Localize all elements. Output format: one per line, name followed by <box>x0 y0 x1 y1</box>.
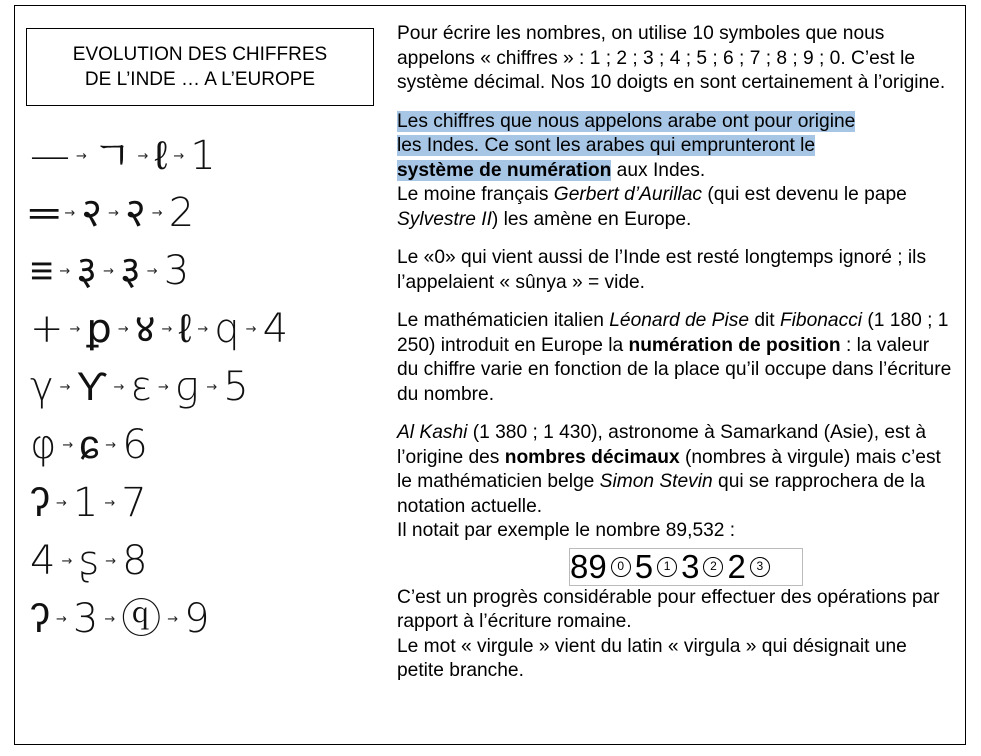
stevin-circle-1: 1 <box>657 557 677 577</box>
evolution-row <box>30 473 147 533</box>
text-astronome: (1 380 ; 1 430), astronome à Samarkand (Asie), est à l’origine des <box>397 422 926 468</box>
text-column <box>397 22 953 684</box>
arrow-icon: → <box>158 379 169 395</box>
evolution-row <box>30 589 210 649</box>
text-aux-indes: aux Indes. <box>611 159 706 181</box>
paragraph-6b: Le mot « virgule » vient du latin « virgula » qui désignait une petite branche. <box>397 635 907 681</box>
arrow-icon: → <box>103 263 114 279</box>
paragraph-1: Pour écrire les nombres, on utilise 10 symboles que nous appelons « chiffres » : 1 ; 2 ; 3 ; 4 ; 5 ; 6 ; 7 ; 8 ; 9 ; 0. C’est le système décimal. Nos 10 doigts en sont certainement à l’origine. <box>397 23 946 93</box>
arrow-icon: → <box>206 379 218 395</box>
digit-glyph: ३ <box>119 248 141 294</box>
digit-glyph: 4 <box>262 306 289 352</box>
stevin-5: 5 <box>634 547 654 585</box>
digit-glyph: ३ <box>76 248 98 294</box>
arrow-icon: → <box>104 495 116 511</box>
digit-glyph: ʔ <box>30 480 50 526</box>
text-exemple: Il notait par exemple le nombre 89,532 : <box>397 520 736 541</box>
text-devenu: (qui est devenu le pape <box>702 184 907 205</box>
digit-glyph: 1 <box>72 480 99 526</box>
evolution-row <box>30 241 189 301</box>
arrow-icon: → <box>76 148 87 164</box>
name-simon-stevin: Simon Stevin <box>599 471 713 492</box>
digit-glyph: ㄱ <box>92 133 132 179</box>
title-box <box>26 28 374 106</box>
name-gerbert: Gerbert d’Aurillac <box>553 184 703 205</box>
digit-glyph: 3 <box>163 248 190 294</box>
stevin-3: 3 <box>681 547 700 585</box>
text-virgule: (nombres à virgule) mais c’est le mathématicien belge <box>397 446 941 492</box>
arrow-icon: → <box>197 321 209 337</box>
digit-glyph: ⓠ <box>121 596 162 642</box>
digit-glyph: φ <box>30 422 57 468</box>
title-line-2: DE L’INDE … A L’EUROPE <box>84 69 316 90</box>
arrow-icon: → <box>161 321 173 337</box>
digit-glyph: γ <box>30 364 54 410</box>
digit-glyph: ɡ <box>174 364 201 410</box>
arrow-icon: → <box>113 379 125 395</box>
arrow-icon: → <box>105 437 117 453</box>
digit-glyph: ℓ <box>154 133 168 179</box>
paragraph-2 <box>397 110 953 233</box>
text-dit: dit <box>749 310 780 331</box>
digit-glyph: ʔ <box>30 596 50 642</box>
digit-glyph: ℓ <box>178 306 192 352</box>
arrow-icon: → <box>59 263 71 279</box>
digit-glyph: — <box>30 133 70 179</box>
text-amene: ) les amène en Europe. <box>491 208 692 230</box>
stevin-2: 2 <box>727 547 746 585</box>
arrow-icon: → <box>69 321 81 337</box>
name-fibonacci: Fibonacci <box>779 310 863 331</box>
paragraph-5 <box>397 421 953 544</box>
digit-glyph: 4 <box>30 538 56 584</box>
digit-glyph: ϒ <box>76 364 108 410</box>
arrow-icon: → <box>105 553 117 569</box>
paragraph-4 <box>397 309 953 407</box>
digit-glyph: ═ <box>30 190 59 236</box>
text-rapprochera: qui se rapprochera de la notation actuelle. <box>397 471 925 517</box>
digit-glyph: 3 <box>72 596 99 642</box>
paragraph-3: Le «0» qui vient aussi de l’Inde est resté longtemps ignoré ; ils l’appelaient « sûnya » = vide. <box>397 247 927 293</box>
text-moine: Le moine français <box>397 184 554 205</box>
digit-glyph: 1 <box>190 133 216 179</box>
digit-glyph: ४ <box>134 306 156 352</box>
arrow-icon: → <box>62 437 74 453</box>
highlight-1: Les chiffres que nous appelons arabe ont pour origine <box>397 110 856 132</box>
digit-glyph: ꝑ <box>86 306 112 352</box>
name-sylvestre: Sylvestre II <box>397 208 492 230</box>
arrow-icon: → <box>146 263 158 279</box>
digit-glyph: q <box>214 306 240 352</box>
stevin-89: 89 <box>570 547 607 585</box>
stevin-notation <box>569 548 803 586</box>
digit-glyph: ≡ <box>30 248 54 294</box>
bold-nombres-decimaux: nombres décimaux <box>504 446 680 468</box>
evolution-row <box>30 357 249 417</box>
evolution-row <box>30 299 288 359</box>
stevin-circle-3: 3 <box>750 557 770 577</box>
text-introduit: (1 180 ; 1 250) introduit en Europe la <box>397 310 949 356</box>
evolution-row <box>30 415 148 475</box>
arrow-icon: → <box>117 321 129 337</box>
arrow-icon: → <box>64 205 76 221</box>
arrow-icon: → <box>59 379 71 395</box>
arrow-icon: → <box>167 611 179 627</box>
digit-glyph: 5 <box>223 364 249 410</box>
digit-glyph: ɕ <box>79 422 100 468</box>
digit-glyph: 7 <box>121 480 147 526</box>
text-valeur: : la valeur du chiffre varie en fonction de la place qu’il occupe dans l’écriture du nombre. <box>397 334 952 405</box>
paragraph-6a: C’est un progrès considérable pour effectuer des opérations par rapport à l’écriture romaine. <box>397 586 940 632</box>
digit-glyph: 8 <box>122 538 148 584</box>
arrow-icon: → <box>137 148 149 164</box>
digit-glyph: 9 <box>184 596 210 642</box>
bold-numeration-position: numération de position <box>628 334 841 356</box>
text-mathematicien: Le mathématicien italien <box>397 310 610 331</box>
arrow-icon: → <box>61 553 73 569</box>
evolution-row <box>30 126 216 186</box>
digit-glyph: + <box>30 306 64 352</box>
digit-glyph: ɛ <box>130 364 153 410</box>
highlight-2: les Indes. Ce sont les arabes qui emprunteront le <box>397 135 816 156</box>
evolution-row <box>30 183 194 243</box>
digit-glyph: 6 <box>122 422 148 468</box>
arrow-icon: → <box>56 611 67 627</box>
digit-glyph: २ <box>81 190 103 236</box>
bold-systeme-numeration: système de numération <box>397 159 612 181</box>
digit-glyph: 2 <box>168 190 195 236</box>
arrow-icon: → <box>104 611 116 627</box>
name-al-kashi: Al Kashi <box>397 422 468 443</box>
title-line-1: EVOLUTION DES CHIFFRES <box>72 44 328 65</box>
arrow-icon: → <box>245 321 257 337</box>
evolution-row <box>30 531 148 591</box>
arrow-icon: → <box>56 495 67 511</box>
arrow-icon: → <box>151 205 163 221</box>
stevin-circle-0: 0 <box>611 557 631 577</box>
arrow-icon: → <box>173 148 185 164</box>
digit-glyph: ʂ <box>78 538 100 584</box>
digit-glyph: २ <box>124 190 146 236</box>
digit-evolution-figure <box>14 116 386 716</box>
arrow-icon: → <box>108 205 119 221</box>
name-leonard: Léonard de Pise <box>609 310 749 331</box>
stevin-circle-2: 2 <box>703 557 723 577</box>
